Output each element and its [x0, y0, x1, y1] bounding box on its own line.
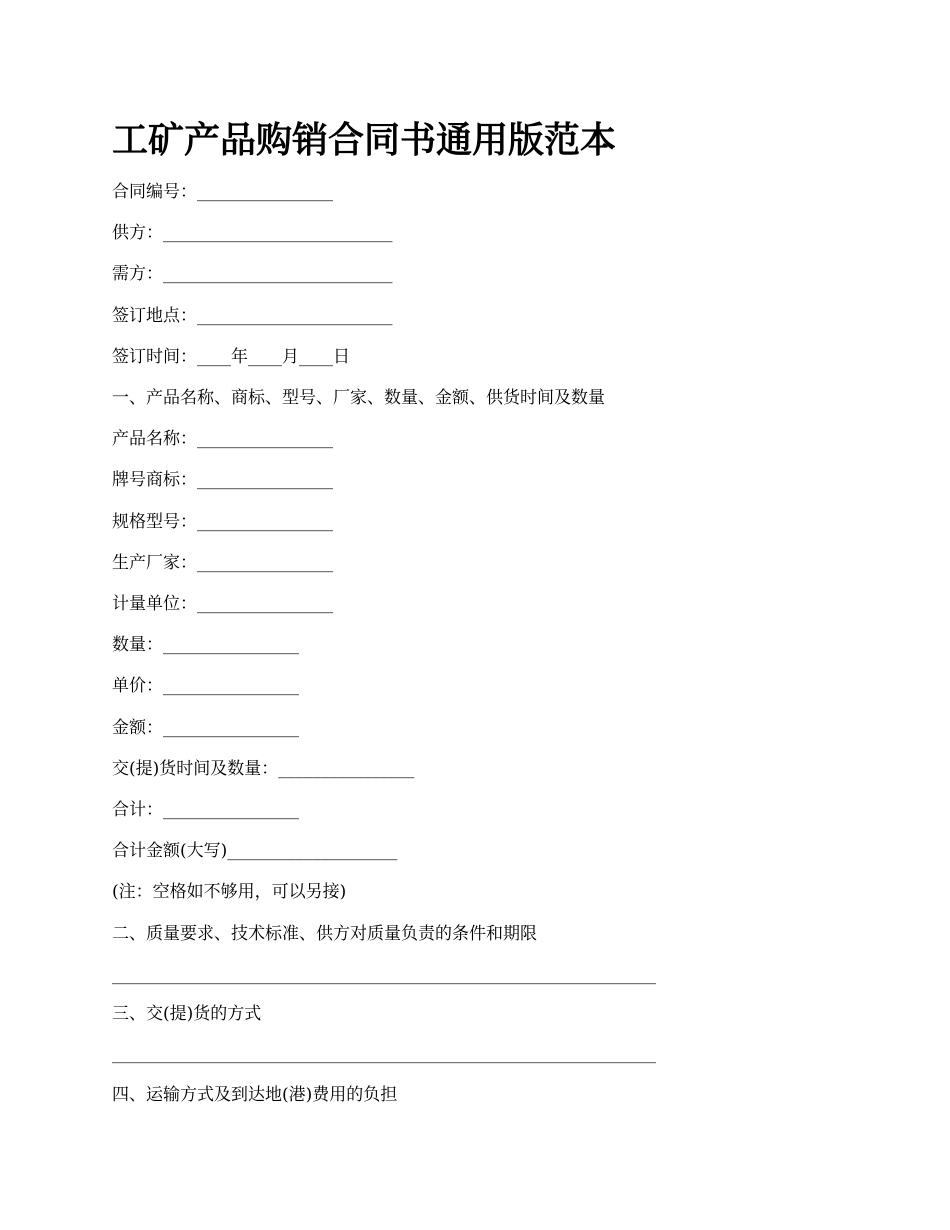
- line-label: 一、产品名称、商标、型号、厂家、数量、金额、供货时间及数量: [112, 388, 605, 408]
- quantity-line: [112, 633, 299, 657]
- line-label: 供方：: [112, 223, 163, 243]
- amount-line: [112, 716, 299, 740]
- line-label: 三、交(提)货的方式: [112, 1004, 262, 1024]
- line-label: 规格型号：: [112, 512, 197, 532]
- signing-place-line: [112, 304, 393, 328]
- line-blank: ________________: [278, 759, 415, 779]
- line-label: 四、运输方式及到达地(港)费用的负担: [112, 1085, 398, 1105]
- line-blank: ________________: [197, 512, 333, 532]
- line-blank: ________________: [197, 470, 333, 490]
- line-blank: ________________: [197, 553, 333, 573]
- line-blank: ________________: [197, 429, 333, 449]
- line-blank: ________________: [197, 594, 333, 614]
- section-four-heading: [112, 1083, 397, 1107]
- product-name-line: [112, 427, 333, 451]
- line-label: 合计金额(大写): [112, 841, 228, 861]
- document-title: 工矿产品购销合同书通用版范本: [112, 119, 617, 161]
- line-label: 需方：: [112, 264, 163, 284]
- manufacturer-line: [112, 551, 333, 575]
- model-line: [112, 510, 333, 534]
- signing-time-line: [112, 345, 350, 369]
- line-label: 金额：: [112, 718, 163, 738]
- line-label: 牌号商标：: [112, 470, 197, 490]
- line-blank: ____________________: [227, 841, 398, 861]
- supplier-line: [112, 221, 393, 245]
- line-blank: ________________: [197, 182, 333, 202]
- line-blank: ________________: [163, 635, 299, 655]
- brand-line: [112, 468, 333, 492]
- line-label: 生产厂家：: [112, 553, 197, 573]
- line-blank: ________________: [163, 718, 299, 738]
- section-two-blank-line: [112, 963, 656, 987]
- line-label: 合同编号：: [112, 182, 197, 202]
- line-label: 产品名称：: [112, 429, 197, 449]
- line-blank: ________________: [163, 676, 299, 696]
- section-three-blank-line: [112, 1042, 656, 1066]
- delivery-time-line: [112, 757, 414, 781]
- line-blank: ___________________________: [163, 223, 393, 243]
- line-label: 单价：: [112, 676, 163, 696]
- line-blank: _______________________: [197, 306, 393, 326]
- line-label: 签订地点：: [112, 306, 197, 326]
- contract-number-line: [112, 180, 333, 204]
- line-label: 签订时间：____年____月____日: [112, 347, 350, 367]
- section-two-heading: [112, 922, 537, 946]
- note-line: [112, 880, 346, 904]
- total-line: [112, 798, 299, 822]
- line-blank: ________________________________________________________________: [112, 965, 656, 985]
- line-blank: ________________________________________________________________: [112, 1044, 656, 1064]
- line-blank: ________________: [163, 800, 299, 820]
- line-label: 合计：: [112, 800, 163, 820]
- line-label: 交(提)货时间及数量：: [112, 759, 279, 779]
- unit-line: [112, 592, 333, 616]
- line-label: 二、质量要求、技术标准、供方对质量负责的条件和期限: [112, 924, 537, 944]
- unit-price-line: [112, 674, 299, 698]
- section-three-heading: [112, 1002, 261, 1026]
- total-amount-words-line: [112, 839, 397, 863]
- line-label: 计量单位：: [112, 594, 197, 614]
- buyer-line: [112, 262, 393, 286]
- section-one-heading: [112, 386, 605, 410]
- line-label: 数量：: [112, 635, 163, 655]
- line-blank: ___________________________: [163, 264, 393, 284]
- line-label: (注：空格如不够用，可以另接): [112, 882, 347, 902]
